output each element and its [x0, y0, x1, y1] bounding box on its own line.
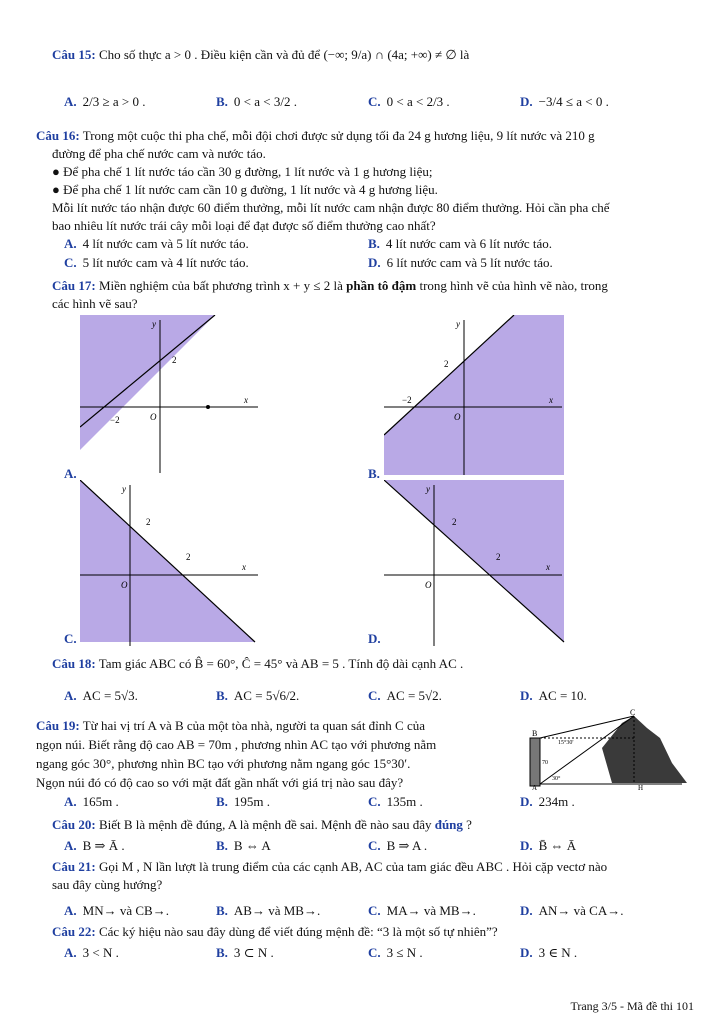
question-18: Câu 18: Tam giác ABC có B̂ = 60°, Ĉ = 45° và AB = 5 . Tính độ dài cạnh AC . [52, 656, 464, 671]
q22-option-c[interactable]: C. 3 ≤ N . [368, 945, 423, 960]
q22-option-b[interactable]: B. 3 ⊂ N . [216, 945, 274, 960]
question-17: Câu 17: Miền nghiệm của bất phương trình x + y ≤ 2 là phần tô đậm trong hình vẽ của hình vẽ nào, trong các hình vẽ sau? [52, 278, 608, 311]
graph-b-origin: O [454, 412, 461, 422]
mountain-figure [522, 708, 692, 790]
graph-c-x-label: x [242, 562, 246, 572]
point-a: A [532, 784, 538, 790]
graph-b-tick-y2: 2 [444, 359, 449, 369]
q16-option-b[interactable]: B. 4 lít nước cam và 6 lít nước táo. [368, 236, 553, 251]
graph-d-y-label: y [426, 484, 430, 494]
q18-option-d[interactable]: D. AC = 10. [520, 688, 587, 703]
graph-d-tick-y2: 2 [452, 517, 457, 527]
question-15 [52, 46, 694, 64]
graph-a-label: A. [64, 466, 77, 481]
q20-option-c[interactable]: C. B ⇒ A . [368, 838, 428, 853]
q19-option-a[interactable]: A. 165m . [64, 794, 119, 809]
q15-text: Cho số thực a > 0 . Điều kiện cần và đủ để (−∞; 9/a) ∩ (4a; +∞) ≠ ∅ là [98, 47, 470, 62]
building [530, 738, 540, 786]
graph-a-tick-xm2: −2 [110, 415, 120, 425]
point-h: H [638, 784, 644, 790]
graph-a-shaded-region [80, 315, 215, 450]
q22-label: Câu 22: [52, 924, 96, 939]
q21-option-a[interactable]: A. MN→ và CB→. [64, 903, 169, 918]
q21-option-d[interactable]: D. AN→ và CA→. [520, 903, 624, 918]
q21-label: Câu 21: [52, 859, 96, 874]
graph-a-point [206, 405, 210, 409]
q19-label: Câu 19: [36, 718, 80, 733]
graph-d-origin: O [425, 580, 432, 590]
q15-option-a[interactable]: A. 2/3 ≥ a > 0 . [64, 94, 146, 109]
graph-b-tick-xm2: −2 [402, 395, 412, 405]
question-16: Câu 16: Trong một cuộc thi pha chế, mỗi đội chơi được sử dụng tối đa 24 g hương liệu, 9 lít nước và 210 g đường để pha chế nước cam và nước táo. ● Để pha chế 1 lít nước táo cần 30 g đường, 1 lít nước và 1 g hương liệu; ● Để pha chế 1 lít nước cam cần 10 g đường, 1 lít nước và 4 g hương liệu. Mỗi lít nước táo nhận được 60 điểm thưởng, mỗi lít nước cam nhận được 80 điểm thưởng. Hỏi cần pha chế bao nhiêu lít nước trái cây mỗi loại để đạt được số điểm thưởng cao nhất? [36, 128, 610, 233]
graph-a-tick-y2: 2 [172, 355, 177, 365]
question-21: Câu 21: Gọi M , N lần lượt là trung điểm của các cạnh AB, AC của tam giác đều ABC . Hỏi cặp vectơ nào sau đây cùng hướng? [52, 859, 608, 892]
graph-d-tick-x2: 2 [496, 552, 501, 562]
q16-option-c[interactable]: C. 5 lít nước cam và 4 lít nước táo. [64, 255, 249, 270]
q20-option-a[interactable]: A. B ⇒ Ā . [64, 838, 125, 853]
graph-a-x-label: x [244, 395, 248, 405]
height-70: 70 [542, 760, 548, 766]
graph-c-label: C. [64, 631, 77, 646]
point-c: C [630, 708, 636, 717]
angle-30: 30° [552, 776, 561, 782]
graph-a-y-label: y [152, 319, 156, 329]
question-22: Câu 22: Các ký hiệu nào sau đây dùng để viết đúng mệnh đề: “3 là một số tự nhiên”? [52, 924, 498, 939]
angle-15-30: 15°30' [558, 740, 574, 746]
q18-option-c[interactable]: C. AC = 5√2. [368, 688, 442, 703]
graph-d-label: D. [368, 631, 381, 646]
q19-option-c[interactable]: C. 135m . [368, 794, 423, 809]
graph-c-origin: O [121, 580, 128, 590]
q15-option-b[interactable]: B. 0 < a < 3/2 . [216, 94, 297, 109]
graph-d-x-label: x [546, 562, 550, 572]
q21-option-b[interactable]: B. AB→ và MB→. [216, 903, 321, 918]
mountain [602, 716, 687, 783]
graph-c[interactable] [80, 480, 262, 648]
graph-c-tick-y2: 2 [146, 517, 151, 527]
q20-label: Câu 20: [52, 817, 96, 832]
graph-c-y-label: y [122, 484, 126, 494]
q16-label: Câu 16: [36, 128, 80, 143]
q15-option-c[interactable]: C. 0 < a < 2/3 . [368, 94, 450, 109]
graph-b-label: B. [368, 466, 380, 481]
q22-option-a[interactable]: A. 3 < N . [64, 945, 119, 960]
q15-option-d[interactable]: D. −3/4 ≤ a < 0 . [520, 94, 609, 109]
q16-option-d[interactable]: D. 6 lít nước cam và 5 lít nước táo. [368, 255, 553, 270]
q20-option-d[interactable]: D. B̄ ⇔ Ā [520, 838, 577, 853]
page-footer: Trang 3/5 - Mã đề thi 101 [570, 999, 694, 1013]
question-19: Câu 19: Từ hai vị trí A và B của một tòa nhà, người ta quan sát đỉnh C của ngọn núi. Biết rằng độ cao AB = 70m , phương nhìn AC tạo với phương nằm ngang góc 30°, phương nhìn BC tạo với phương nằm ngang góc 15°30′. Ngọn núi đó có độ cao so với mặt đất gần nhất với giá trị nào sau đây? [36, 718, 437, 790]
q15-label: Câu 15: [52, 47, 96, 62]
q20-option-b[interactable]: B. B ⇔ A [216, 838, 271, 853]
graph-b-x-label: x [549, 395, 553, 405]
q21-option-c[interactable]: C. MA→ và MB→. [368, 903, 476, 918]
point-b: B [532, 729, 538, 738]
graph-d[interactable] [384, 480, 566, 648]
q19-option-b[interactable]: B. 195m . [216, 794, 271, 809]
q18-option-a[interactable]: A. AC = 5√3. [64, 688, 138, 703]
question-20: Câu 20: Biết B là mệnh đề đúng, A là mệnh đề sai. Mệnh đề nào sau đây đúng ? [52, 817, 472, 832]
q19-option-d[interactable]: D. 234m . [520, 794, 575, 809]
graph-b[interactable] [384, 315, 566, 477]
graph-b-y-label: y [456, 319, 460, 329]
graph-a-origin: O [150, 412, 157, 422]
q18-option-b[interactable]: B. AC = 5√6/2. [216, 688, 300, 703]
q18-label: Câu 18: [52, 656, 96, 671]
q22-option-d[interactable]: D. 3 ∈ N . [520, 945, 578, 960]
q17-label: Câu 17: [52, 278, 96, 293]
graph-a[interactable] [80, 315, 262, 475]
q16-option-a[interactable]: A. 4 lít nước cam và 5 lít nước táo. [64, 236, 249, 251]
graph-c-tick-x2: 2 [186, 552, 191, 562]
